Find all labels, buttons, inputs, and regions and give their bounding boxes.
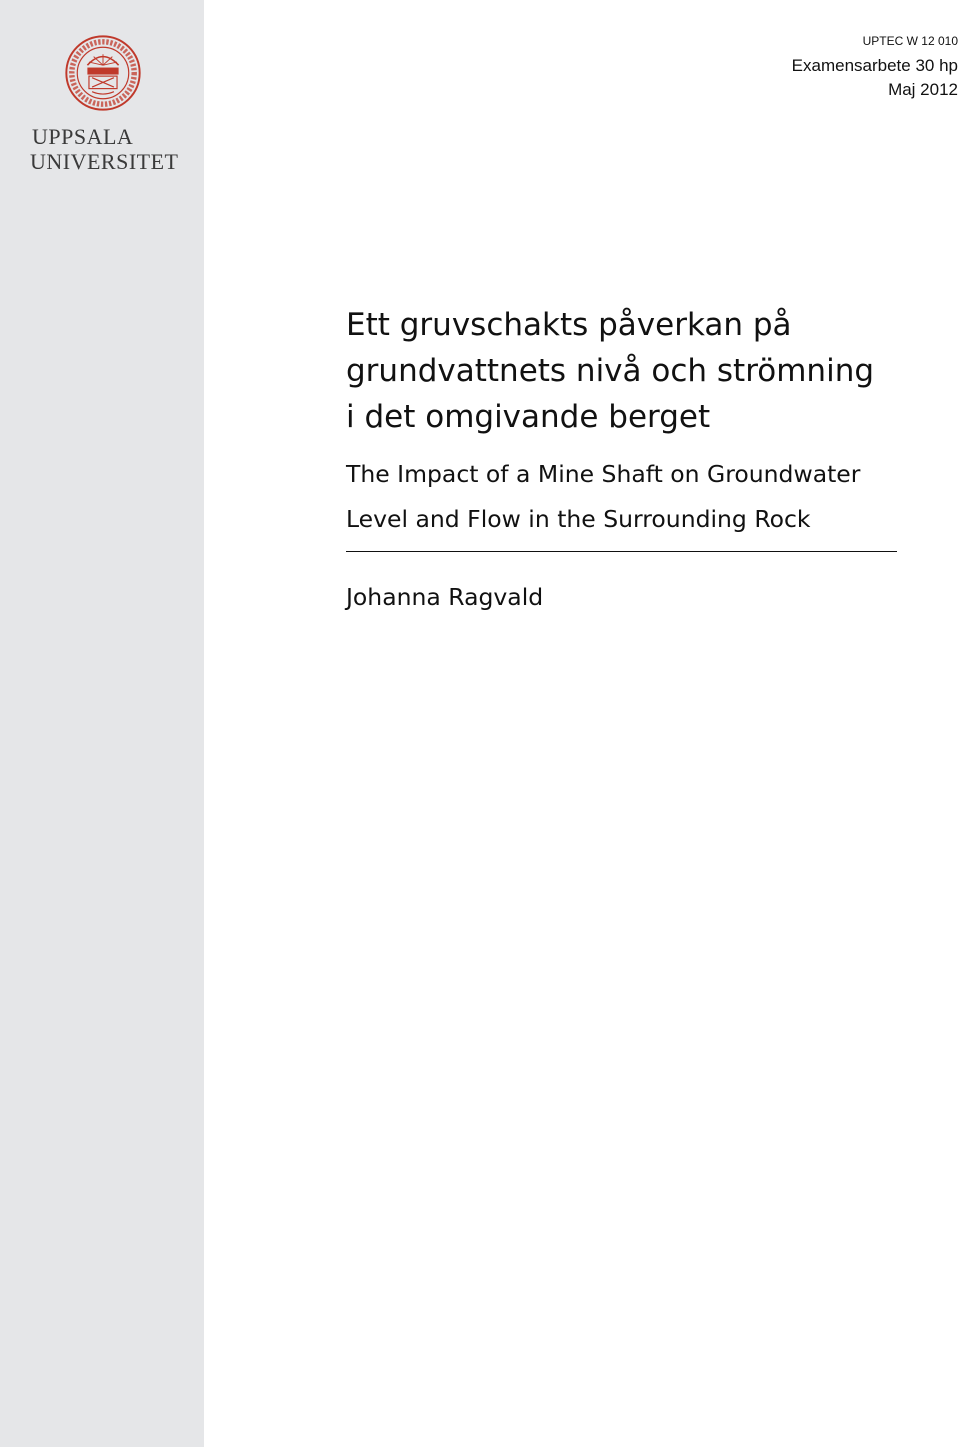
english-title <box>346 452 946 542</box>
report-number: UPTEC W 12 010 <box>862 34 958 48</box>
title-divider <box>346 551 897 552</box>
english-title-line: Level and Flow in the Surrounding Rock <box>346 505 811 533</box>
report-meta <box>792 34 958 102</box>
swedish-title-line: Ett gruvschakts påverkan på <box>346 307 792 343</box>
sidebar-panel <box>0 0 204 1447</box>
english-title-line: The Impact of a Mine Shaft on Groundwater <box>346 460 861 488</box>
university-name-line-1: UPPSALA <box>32 124 134 149</box>
university-name-line-2: UNIVERSITET <box>30 149 179 174</box>
swedish-title-line: grundvattnets nivå och strömning <box>346 353 875 389</box>
degree-credits: Examensarbete 30 hp <box>791 56 958 75</box>
report-date: Maj 2012 <box>888 80 958 99</box>
author-name: Johanna Ragvald <box>346 583 544 611</box>
university-seal-icon <box>64 34 142 112</box>
swedish-title <box>346 302 946 440</box>
university-name <box>30 124 180 174</box>
swedish-title-line: i det omgivande berget <box>346 399 711 435</box>
